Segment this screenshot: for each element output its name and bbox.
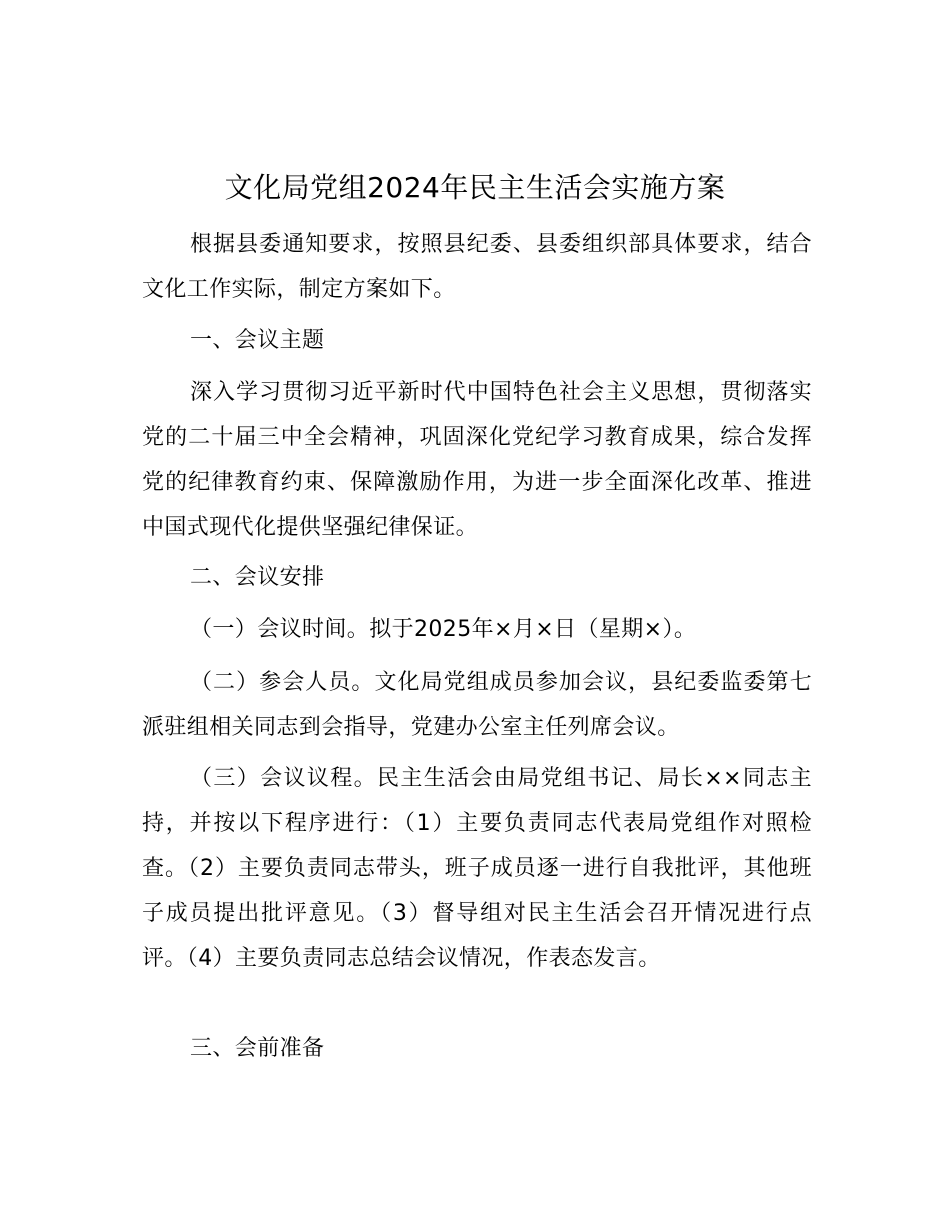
attendees-paragraph: （二）参会人员。文化局党组成员参加会议，县纪委监委第七派驻组相关同志到会指导，党建办公室主任列席会议。 <box>142 670 812 740</box>
agenda-paragraph: （三）会议议程。民主生活会由局党组书记、局长××同志主持，并按以下程序进行：（1）主要负责同志代表局党组作对照检查。（2）主要负责同志带头，班子成员逐一进行自我批评，其他班子成员提出批评意见。（3）督导组对民主生活会召开情况进行点评。（4）主要负责同志总结会议情况，作表态发言。 <box>142 766 812 971</box>
document-title: 文化局党组2024年民主生活会实施方案 <box>224 171 726 204</box>
section-heading-theme: 一、会议主题 <box>190 328 325 353</box>
section-heading-preparation: 三、会前准备 <box>190 1036 325 1061</box>
section-heading-arrangement: 二、会议安排 <box>190 565 325 590</box>
theme-paragraph: 深入学习贯彻习近平新时代中国特色社会主义思想，贯彻落实党的二十届三中全会精神，巩固深化党纪学习教育成果，综合发挥党的纪律教育约束、保障激励作用，为进一步全面深化改革、推进中国式现代化提供坚强纪律保证。 <box>142 380 812 540</box>
meeting-time-paragraph: （一）会议时间。拟于2025年×月×日（星期×）。 <box>190 617 697 642</box>
intro-paragraph: 根据县委通知要求，按照县纪委、县委组织部具体要求，结合文化工作实际，制定方案如下。 <box>142 232 812 302</box>
